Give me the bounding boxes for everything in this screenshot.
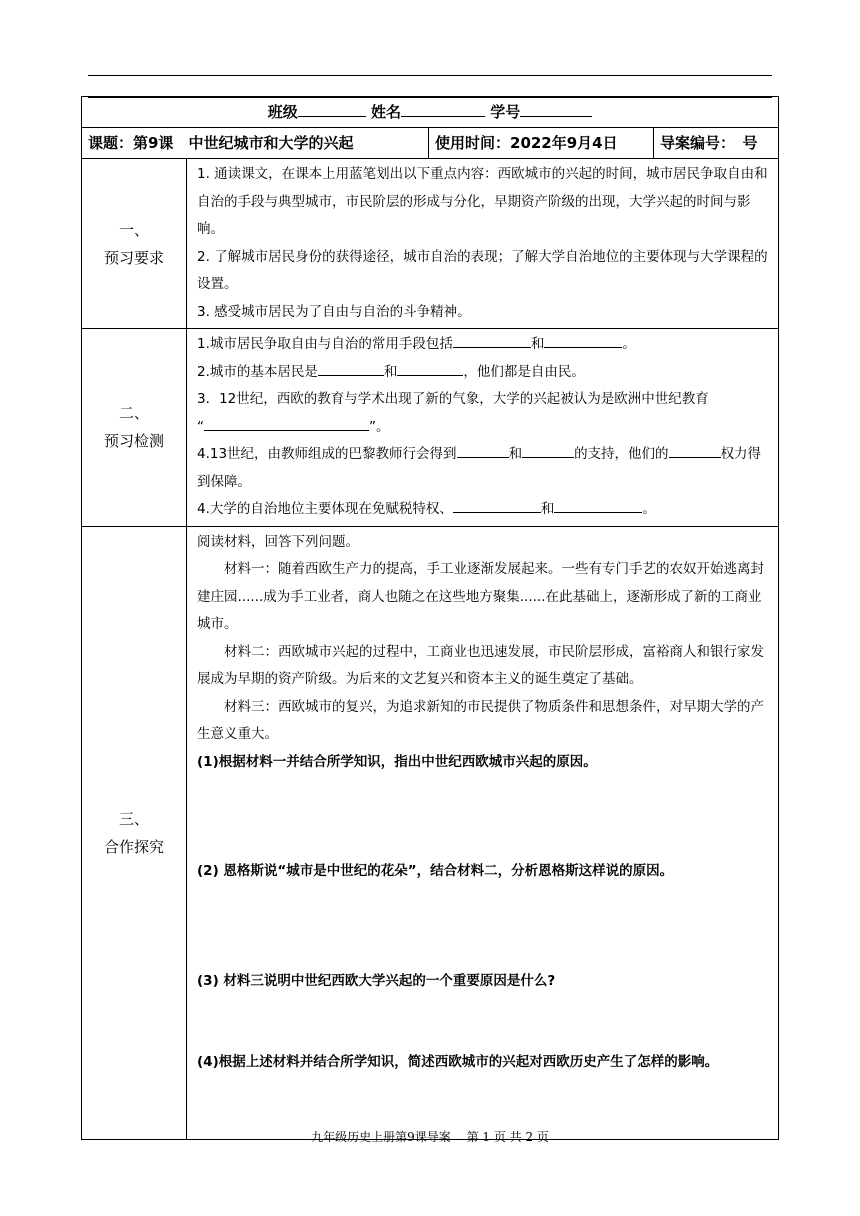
blank-field[interactable] bbox=[522, 443, 574, 458]
answer-area-3[interactable] bbox=[197, 995, 771, 1049]
check-question-1: 1.城市居民争取自由与自治的常用手段包括 和 。 bbox=[197, 331, 771, 359]
page-footer bbox=[0, 1128, 860, 1145]
guide-number: 导案编号： 号 bbox=[654, 128, 779, 159]
student-info-row bbox=[82, 97, 779, 128]
answer-area-1[interactable] bbox=[197, 776, 771, 858]
name-field[interactable] bbox=[401, 116, 485, 117]
inquiry-question-2: (2) 恩格斯说“城市是中世纪的花朵”，结合材料二，分析恩格斯这样说的原因。 bbox=[197, 863, 674, 879]
requirement-item: 1. 通读课文，在课本上用蓝笔划出以下重点内容：西欧城市的兴起的时间，城市居民争取自由和自治的手段与典型城市，市民阶层的形成与分化，早期资产阶级的出现，大学兴起的时间与影响。 bbox=[197, 166, 768, 237]
blank-field[interactable] bbox=[397, 361, 463, 376]
section-2-number: 二、 bbox=[118, 404, 149, 423]
section-2-title: 预习检测 bbox=[103, 432, 164, 451]
section-3-number: 三、 bbox=[118, 809, 149, 828]
answer-area-2[interactable] bbox=[197, 886, 771, 968]
blank-field[interactable] bbox=[554, 498, 642, 513]
blank-field[interactable] bbox=[453, 498, 541, 513]
course-topic: 课题：第9课 中世纪城市和大学的兴起 bbox=[82, 128, 429, 159]
inquiry-question-4: (4)根据上述材料并结合所学知识，简述西欧城市的兴起对西欧历史产生了怎样的影响。 bbox=[197, 1054, 719, 1070]
section-1-content bbox=[187, 159, 779, 329]
class-field[interactable] bbox=[298, 116, 366, 117]
section-cooperative-inquiry bbox=[82, 526, 779, 1139]
section-3-title: 合作探究 bbox=[103, 837, 164, 856]
section-2-content bbox=[187, 329, 779, 527]
requirement-item: 2. 了解城市居民身份的获得途径，城市自治的表现；了解大学自治地位的主要体现与大学课程的设置。 bbox=[197, 248, 768, 292]
section-preview-check bbox=[82, 329, 779, 527]
material-1: 材料一：随着西欧生产力的提高，手工业逐渐发展起来。一些有专门手艺的农奴开始逃离封建庄园......成为手工业者，商人也随之在这些地方聚集......在此基础上，逐渐形成了新的工商业城市。 bbox=[197, 561, 764, 632]
footer-title: 九年级历史上册第9课导案 bbox=[311, 1130, 451, 1144]
section-3-content bbox=[187, 526, 779, 1139]
student-id-field[interactable] bbox=[520, 116, 592, 117]
top-rule bbox=[88, 75, 772, 76]
check-question-5: 4.大学的自治地位主要体现在免赋税特权、 和 。 bbox=[197, 496, 771, 524]
inquiry-question-3: (3) 材料三说明中世纪西欧大学兴起的一个重要原因是什么? bbox=[197, 972, 556, 989]
requirement-item: 3. 感受城市居民为了自由与自治的斗争精神。 bbox=[197, 303, 471, 320]
section-1-number: 一、 bbox=[118, 220, 149, 239]
use-time: 使用时间：2022年9月4日 bbox=[429, 128, 654, 159]
section-1-title: 预习要求 bbox=[103, 248, 164, 267]
footer-page-number: 第 1 页 共 2 页 bbox=[466, 1130, 549, 1144]
section-2-label bbox=[82, 329, 187, 527]
check-question-4: 4.13世纪，由教师组成的巴黎教师行会得到 和 的支持，他们的 权力得到保障。 bbox=[197, 441, 771, 496]
blank-field[interactable] bbox=[204, 416, 369, 431]
student-info-cell bbox=[82, 97, 779, 128]
section-3-label bbox=[82, 526, 187, 1139]
material-3: 材料三：西欧城市的复兴，为追求新知的市民提供了物质条件和思想条件，对早期大学的产生意义重大。 bbox=[197, 698, 764, 742]
class-label: 班级 bbox=[267, 103, 298, 121]
check-question-3: 3．12世纪，西欧的教育与学术出现了新的气象，大学的兴起被认为是欧洲中世纪教育 “ ”。 bbox=[197, 391, 709, 435]
material-2: 材料二：西欧城市兴起的过程中，工商业也迅速发展，市民阶层形成，富裕商人和银行家发展成为早期的资产阶级。为后来的文艺复兴和资本主义的诞生奠定了基础。 bbox=[197, 643, 764, 687]
worksheet-table bbox=[81, 96, 779, 1140]
blank-field[interactable] bbox=[669, 443, 721, 458]
name-label: 姓名 bbox=[371, 103, 402, 121]
section-preview-requirements bbox=[82, 159, 779, 329]
blank-field[interactable] bbox=[457, 443, 509, 458]
inquiry-intro: 阅读材料，回答下列问题。 bbox=[197, 533, 359, 550]
check-question-2: 2.城市的基本居民是 和 ，他们都是自由民。 bbox=[197, 359, 771, 387]
course-info-row bbox=[82, 128, 779, 159]
blank-field[interactable] bbox=[318, 361, 384, 376]
blank-field[interactable] bbox=[453, 333, 531, 348]
blank-field[interactable] bbox=[544, 333, 622, 348]
section-1-label bbox=[82, 159, 187, 329]
inquiry-question-1: (1)根据材料一并结合所学知识，指出中世纪西欧城市兴起的原因。 bbox=[197, 753, 597, 770]
student-id-label: 学号 bbox=[490, 103, 521, 121]
